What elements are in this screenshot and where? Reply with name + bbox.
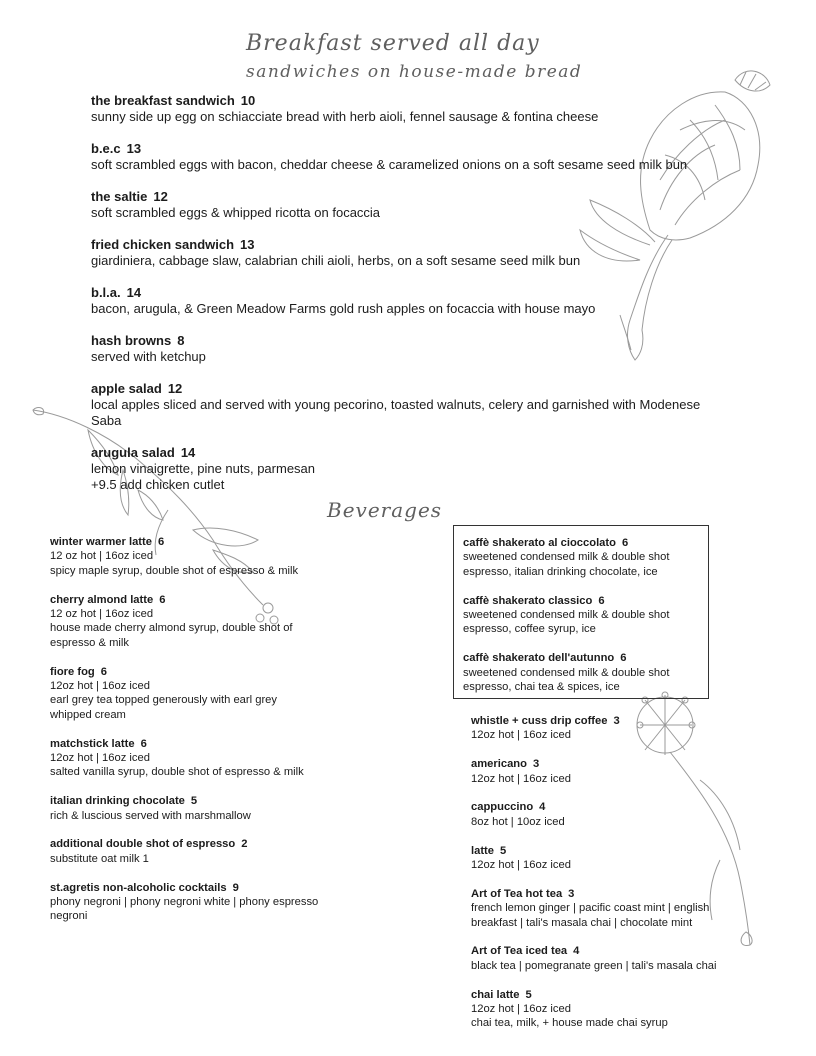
item-name: matchstick latte xyxy=(50,737,135,750)
beverages-left-column xyxy=(50,535,350,938)
item-description: espresso, coffee syrup, ice xyxy=(463,623,596,636)
item-description: whipped cream xyxy=(50,708,126,721)
item-name: fried chicken sandwich xyxy=(91,237,235,252)
item-description: local apples sliced and served with young pecorino, toasted walnuts, celery and garnished with Modenese xyxy=(91,397,701,412)
item-description: earl grey tea topped generously with earl grey xyxy=(50,694,277,707)
item-description: 8oz hot | 10oz iced xyxy=(471,815,565,828)
item-name: arugula salad xyxy=(91,445,175,460)
beverage-item-heading xyxy=(471,800,771,814)
item-name: cherry almond latte xyxy=(50,593,154,606)
item-description: sunny side up egg on schiacciate bread with herb aioli, fennel sausage & fontina cheese xyxy=(91,109,599,124)
item-description: sweetened condensed milk & double shot xyxy=(463,666,670,679)
breakfast-item xyxy=(91,93,751,125)
item-description: +9.5 add chicken cutlet xyxy=(91,477,225,492)
beverages-right-column xyxy=(471,714,771,1045)
beverage-item-heading xyxy=(50,794,350,808)
item-description: salted vanilla syrup, double shot of espresso & milk xyxy=(50,766,304,779)
beverage-item-heading xyxy=(471,944,771,958)
item-description: french lemon ginger | pacific coast mint | english xyxy=(471,902,710,915)
beverage-item-heading xyxy=(50,665,350,679)
breakfast-item-heading xyxy=(91,285,751,301)
beverage-item xyxy=(471,887,771,930)
beverage-item-heading xyxy=(471,887,771,901)
item-price: 4 xyxy=(573,945,580,958)
item-description: spicy maple syrup, double shot of espresso & milk xyxy=(50,564,299,577)
item-price: 13 xyxy=(126,141,142,156)
item-description: 12 oz hot | 16oz iced xyxy=(50,550,154,563)
item-description: espresso, chai tea & spices, ice xyxy=(463,681,620,694)
shakerato-item xyxy=(463,651,708,694)
item-price: 6 xyxy=(100,665,107,678)
item-description: phony negroni | phony negroni white | phony espresso xyxy=(50,896,319,909)
item-price: 3 xyxy=(613,715,620,727)
beverage-item xyxy=(471,757,771,786)
breakfast-item-heading xyxy=(91,141,751,157)
beverage-item xyxy=(50,737,350,780)
item-name: caffè shakerato classico xyxy=(463,594,593,607)
item-price: 2 xyxy=(241,838,248,851)
shakerato-box xyxy=(453,525,709,699)
item-description: espresso, italian drinking chocolate, ice xyxy=(463,565,658,578)
breakfast-item xyxy=(91,445,751,493)
item-description: sweetened condensed milk & double shot xyxy=(463,551,670,564)
item-price: 3 xyxy=(568,887,575,900)
item-price: 6 xyxy=(621,537,629,549)
beverage-item xyxy=(471,800,771,829)
item-name: latte xyxy=(471,844,495,857)
item-description: 12oz hot | 16oz iced xyxy=(471,772,571,785)
breakfast-section xyxy=(91,93,751,509)
item-description: 12oz hot | 16oz iced xyxy=(471,1003,571,1016)
item-description: served with ketchup xyxy=(91,349,206,364)
item-description: giardiniera, cabbage slaw, calabrian chili aioli, herbs, on a soft sesame seed milk bun xyxy=(91,253,581,268)
breakfast-item-heading xyxy=(91,333,751,349)
beverage-item xyxy=(471,944,771,973)
item-price: 6 xyxy=(598,594,605,607)
item-name: caffè shakerato dell'autunno xyxy=(463,652,615,665)
breakfast-item-heading xyxy=(91,189,751,205)
beverage-item-heading xyxy=(50,593,350,607)
item-name: caffè shakerato al cioccolato xyxy=(463,537,616,549)
item-name: the breakfast sandwich xyxy=(91,93,235,108)
item-price: 6 xyxy=(620,652,627,665)
item-description: black tea | pomegranate green | tali's masala chai xyxy=(471,959,717,972)
beverage-item xyxy=(50,837,350,866)
item-description: chai tea, milk, + house made chai syrup xyxy=(471,1017,668,1030)
item-description: house made cherry almond syrup, double shot of xyxy=(50,622,293,635)
beverages-heading: Beverages xyxy=(327,498,443,522)
breakfast-item xyxy=(91,237,751,269)
breakfast-item-heading xyxy=(91,381,751,397)
beverage-item xyxy=(50,593,350,651)
item-price: 14 xyxy=(180,445,196,460)
beverage-item xyxy=(471,844,771,873)
item-price: 5 xyxy=(500,844,507,857)
beverage-item-heading xyxy=(50,881,350,895)
item-name: b.e.c xyxy=(91,141,121,156)
item-description: lemon vinaigrette, pine nuts, parmesan xyxy=(91,461,316,476)
item-description: 12 oz hot | 16oz iced xyxy=(50,608,154,621)
item-name: cappuccino xyxy=(471,801,534,814)
menu-title: Breakfast served all day xyxy=(246,31,540,56)
item-price: 5 xyxy=(190,795,198,808)
item-price: 14 xyxy=(126,285,142,300)
item-name: st.agretis non-alcoholic cocktails xyxy=(50,881,227,894)
shakerato-item-heading xyxy=(463,536,708,550)
beverage-item-heading xyxy=(50,737,350,751)
item-description: 12oz hot | 16oz iced xyxy=(50,752,150,765)
breakfast-item-heading xyxy=(91,237,751,253)
item-description: Saba xyxy=(91,413,122,428)
beverage-item xyxy=(50,881,350,924)
item-name: apple salad xyxy=(91,381,162,396)
beverage-item-heading xyxy=(471,714,771,728)
shakerato-item-heading xyxy=(463,594,708,608)
item-price: 13 xyxy=(240,237,255,252)
item-price: 6 xyxy=(157,536,165,548)
beverage-item-heading xyxy=(471,757,771,771)
item-name: chai latte xyxy=(471,988,520,1001)
beverage-item-heading xyxy=(50,837,350,851)
item-description: breakfast | tali's masala chai | chocolate mint xyxy=(471,916,693,929)
breakfast-item xyxy=(91,381,751,429)
breakfast-item xyxy=(91,285,751,317)
item-price: 10 xyxy=(240,93,256,108)
shakerato-item xyxy=(463,594,708,637)
item-price: 5 xyxy=(525,988,532,1001)
beverage-item-heading xyxy=(50,535,350,549)
shakerato-item xyxy=(463,536,708,579)
item-name: the saltie xyxy=(91,189,148,204)
item-name: Art of Tea iced tea xyxy=(471,945,568,958)
menu-subtitle: sandwiches on house-made bread xyxy=(246,62,583,82)
item-name: whistle + cuss drip coffee xyxy=(471,715,608,727)
item-description: sweetened condensed milk & double shot xyxy=(463,609,670,622)
item-description: 12oz hot | 16oz iced xyxy=(471,729,571,742)
item-price: 9 xyxy=(232,881,239,894)
beverage-item xyxy=(50,535,350,578)
item-description: rich & luscious served with marshmallow xyxy=(50,809,251,822)
item-name: italian drinking chocolate xyxy=(50,795,185,808)
breakfast-item-heading xyxy=(91,93,751,109)
beverage-item xyxy=(471,988,771,1031)
item-name: hash browns xyxy=(91,333,172,348)
breakfast-item xyxy=(91,141,751,173)
item-price: 6 xyxy=(140,737,147,750)
item-name: winter warmer latte xyxy=(50,536,152,548)
item-price: 3 xyxy=(532,758,540,771)
breakfast-item-heading xyxy=(91,445,751,461)
item-description: soft scrambled eggs with bacon, cheddar cheese & caramelized onions on a soft sesame seed milk bun xyxy=(91,157,688,172)
beverage-item-heading xyxy=(471,988,771,1002)
item-price: 8 xyxy=(177,333,185,348)
item-description: negroni xyxy=(50,910,88,923)
item-price: 12 xyxy=(153,189,168,204)
beverage-item xyxy=(50,665,350,723)
item-description: bacon, arugula, & Green Meadow Farms gold rush apples on focaccia with house mayo xyxy=(91,301,596,316)
item-name: b.l.a. xyxy=(91,285,121,300)
item-name: fiore fog xyxy=(50,665,95,678)
item-name: americano xyxy=(471,758,527,771)
item-description: 12oz hot | 16oz iced xyxy=(50,680,150,693)
item-price: 6 xyxy=(159,593,166,606)
item-name: Art of Tea hot tea xyxy=(471,887,563,900)
beverage-item xyxy=(50,794,350,823)
item-description: espresso & milk xyxy=(50,636,129,649)
item-description: 12oz hot | 16oz iced xyxy=(471,859,571,872)
breakfast-item xyxy=(91,189,751,221)
item-price: 4 xyxy=(539,801,546,814)
item-description: soft scrambled eggs & whipped ricotta on focaccia xyxy=(91,205,381,220)
item-name: additional double shot of espresso xyxy=(50,838,236,851)
beverage-item xyxy=(471,714,771,743)
shakerato-item-heading xyxy=(463,651,708,665)
breakfast-item xyxy=(91,333,751,365)
item-description: substitute oat milk 1 xyxy=(50,852,149,865)
item-price: 12 xyxy=(167,381,183,396)
beverage-item-heading xyxy=(471,844,771,858)
